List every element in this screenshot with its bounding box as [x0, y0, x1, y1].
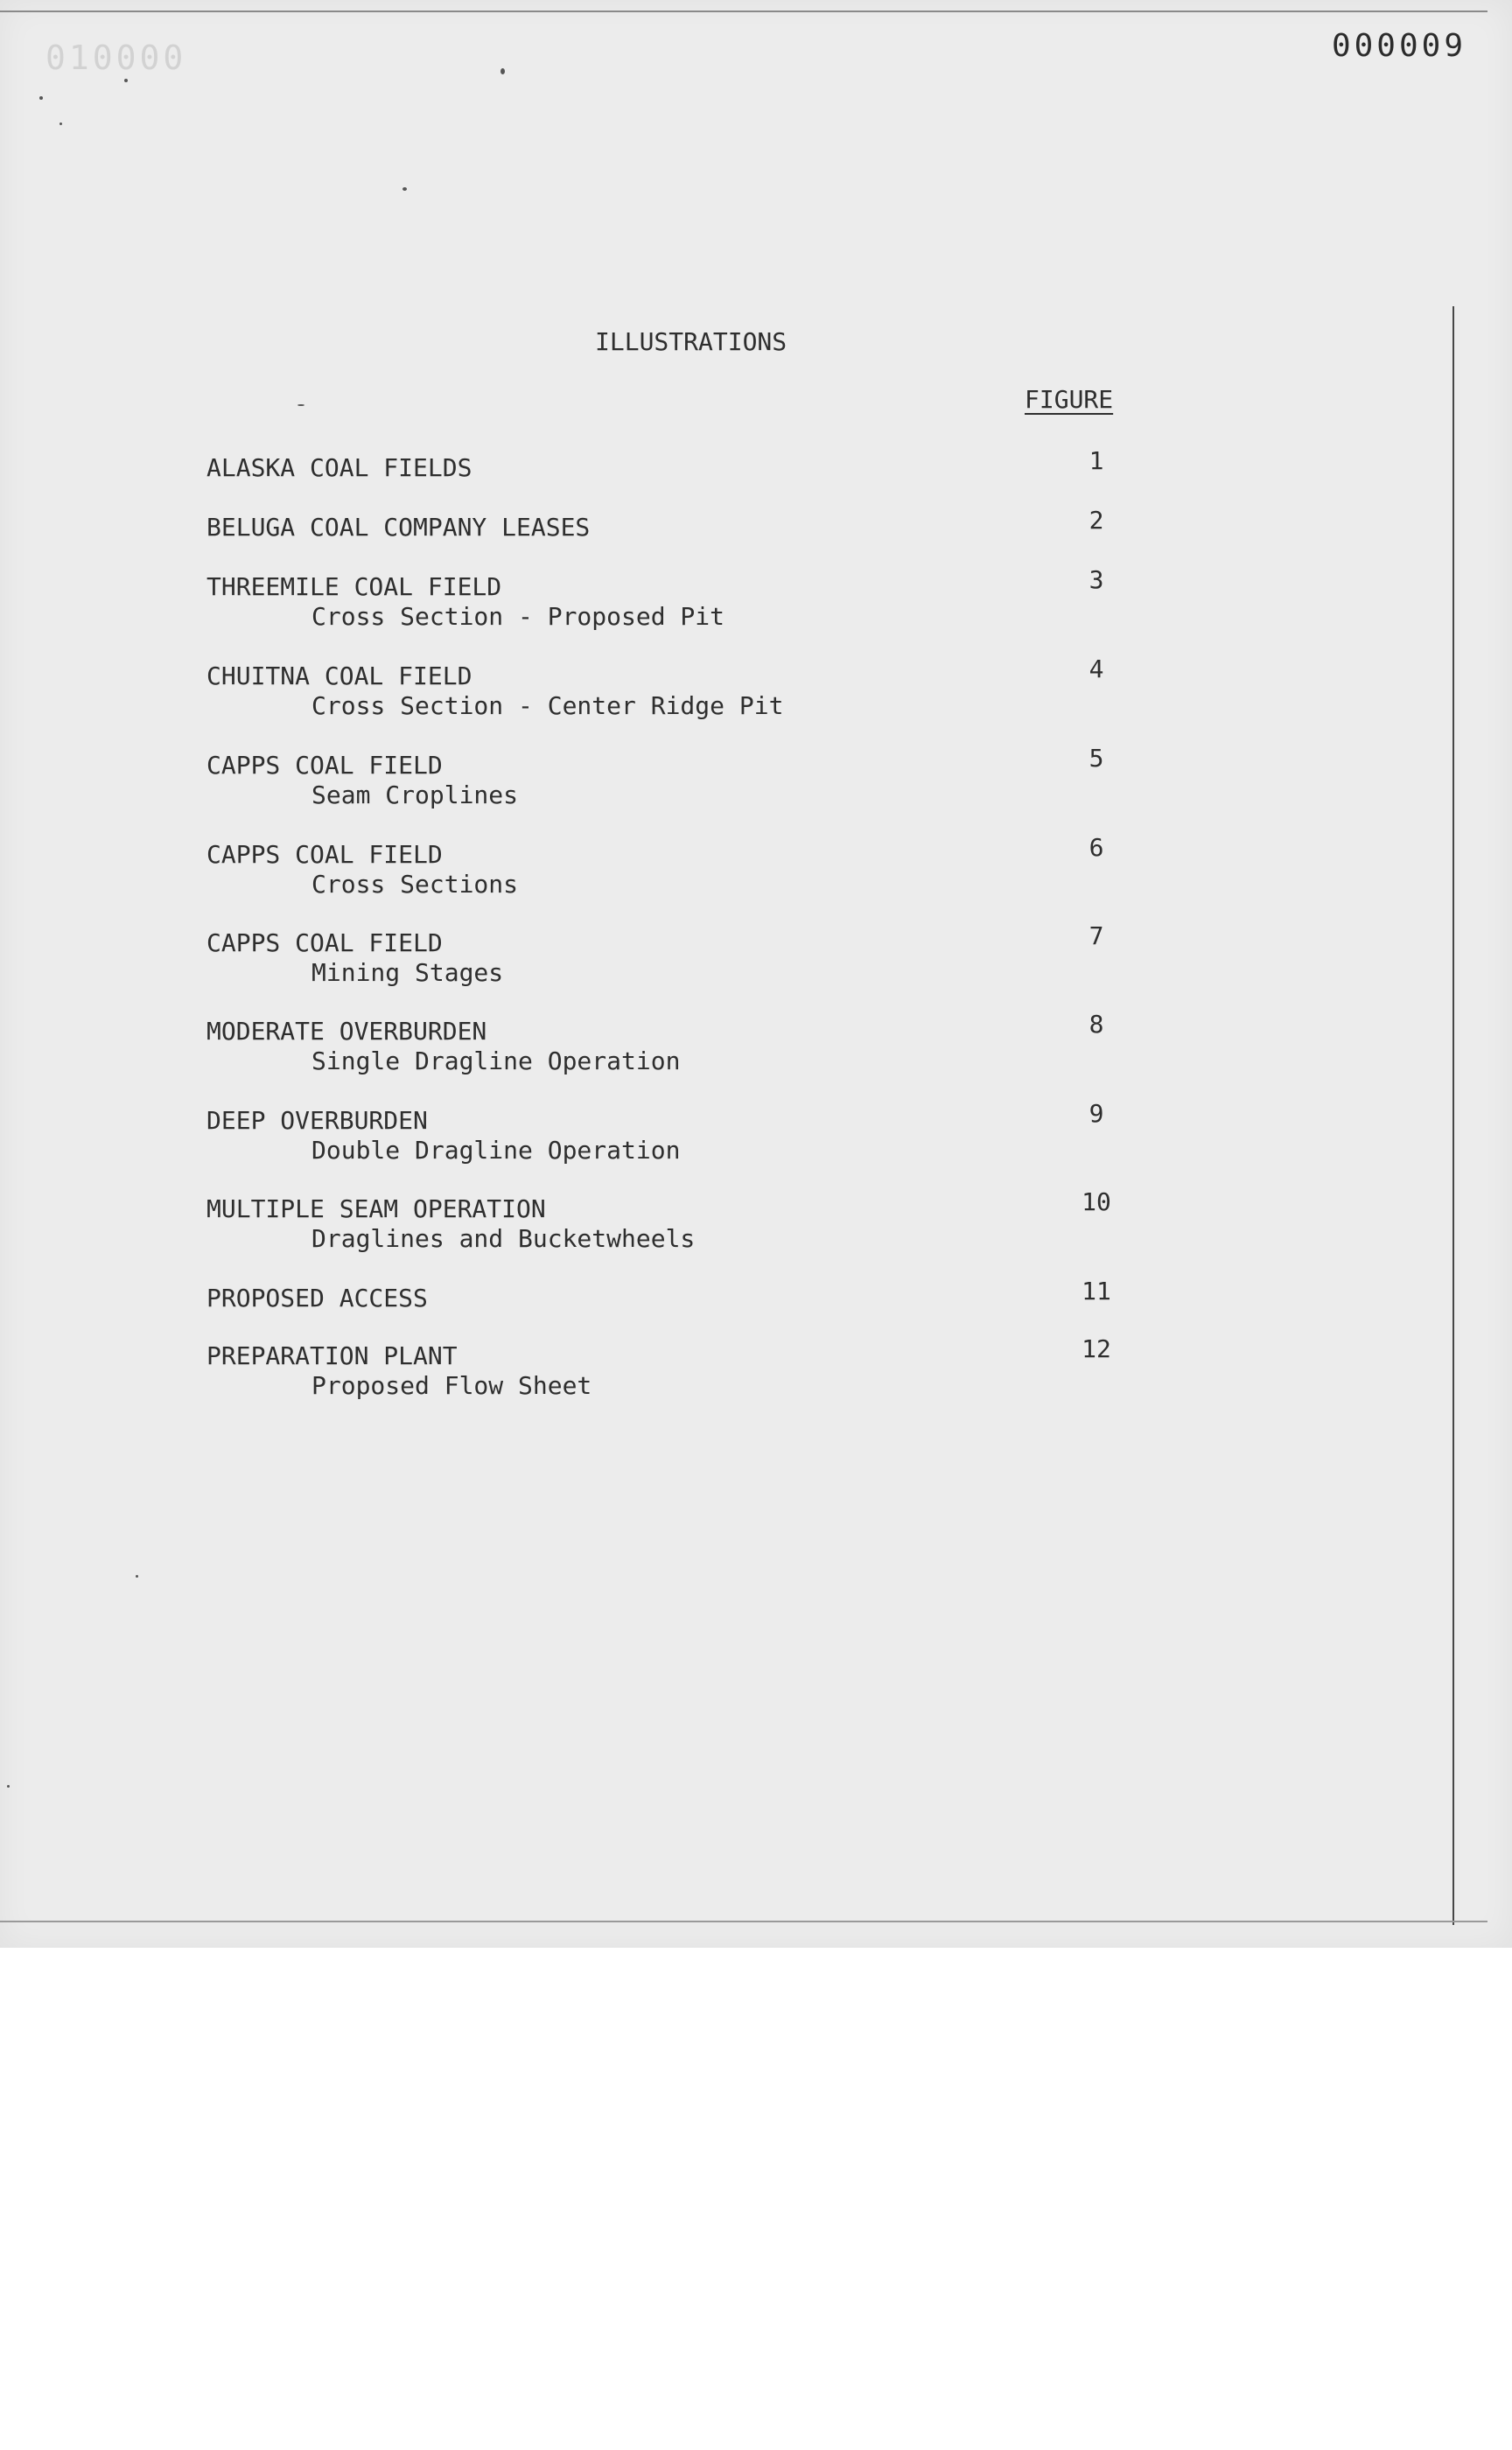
entry-subheading: Single Dragline Operation [312, 1046, 681, 1075]
figure-number: 7 [1088, 921, 1104, 950]
entry-subheading: Mining Stages [312, 958, 504, 987]
list-item [206, 1099, 1169, 1166]
scan-speck [500, 68, 505, 74]
scan-speck [7, 1785, 10, 1788]
entry-heading: ALASKA COAL FIELDS [206, 453, 472, 482]
page-top-edge [0, 10, 1488, 12]
figure-number: 3 [1088, 565, 1104, 594]
entry-heading: MODERATE OVERBURDEN [206, 1017, 487, 1046]
entry-subheading: Draglines and Bucketwheels [312, 1224, 696, 1253]
list-item [206, 506, 1169, 542]
scan-speck [136, 1575, 138, 1578]
entry-heading: DEEP OVERBURDEN [206, 1106, 428, 1135]
entry-heading: BELUGA COAL COMPANY LEASES [206, 513, 591, 542]
figure-column-heading: FIGURE [1025, 385, 1114, 414]
scan-speck [124, 79, 128, 82]
entry-subheading: Cross Sections [312, 870, 519, 899]
list-item [206, 1334, 1169, 1401]
entry-heading: CAPPS COAL FIELD [206, 928, 443, 957]
entry-heading: THREEMILE COAL FIELD [206, 572, 502, 601]
faded-page-number: 010000 [46, 38, 187, 77]
entry-heading: CHUITNA COAL FIELD [206, 662, 472, 690]
entry-heading: CAPPS COAL FIELD [206, 840, 443, 869]
figure-number: 9 [1088, 1099, 1104, 1128]
entry-subheading: Cross Section - Center Ridge Pit [312, 691, 784, 720]
entry-heading: CAPPS COAL FIELD [206, 751, 443, 780]
figure-number: 6 [1088, 833, 1104, 862]
list-item [206, 654, 1169, 721]
figure-number: 12 [1082, 1334, 1111, 1363]
figure-number: 8 [1088, 1010, 1104, 1039]
page-number: 000009 [1331, 28, 1466, 64]
entry-heading: MULTIPLE SEAM OPERATION [206, 1194, 546, 1223]
figure-number: 11 [1082, 1277, 1111, 1306]
list-item [206, 1010, 1169, 1076]
figure-number: 5 [1088, 744, 1104, 773]
list-item [206, 744, 1169, 810]
scan-speck [402, 187, 407, 191]
entry-subheading: Double Dragline Operation [312, 1136, 681, 1165]
figure-number: 2 [1088, 506, 1104, 535]
entry-heading: PREPARATION PLANT [206, 1341, 458, 1370]
scan-speck [298, 404, 304, 406]
figure-number: 10 [1082, 1187, 1111, 1216]
page-title: ILLUSTRATIONS [595, 327, 788, 356]
list-item [206, 921, 1169, 988]
entry-subheading: Seam Croplines [312, 780, 519, 809]
page-bottom-edge [0, 1921, 1488, 1922]
list-item [206, 1277, 1169, 1313]
entry-subheading: Proposed Flow Sheet [312, 1371, 592, 1400]
list-item [206, 446, 1169, 483]
scan-speck [39, 96, 43, 100]
entry-subheading: Cross Section - Proposed Pit [312, 602, 725, 631]
figure-number: 1 [1088, 446, 1104, 475]
list-item [206, 833, 1169, 900]
page-right-edge [1452, 306, 1454, 1925]
list-item [206, 565, 1169, 632]
list-item [206, 1187, 1169, 1254]
entry-heading: PROPOSED ACCESS [206, 1284, 428, 1312]
scan-speck [60, 122, 62, 125]
figure-number: 4 [1088, 654, 1104, 683]
